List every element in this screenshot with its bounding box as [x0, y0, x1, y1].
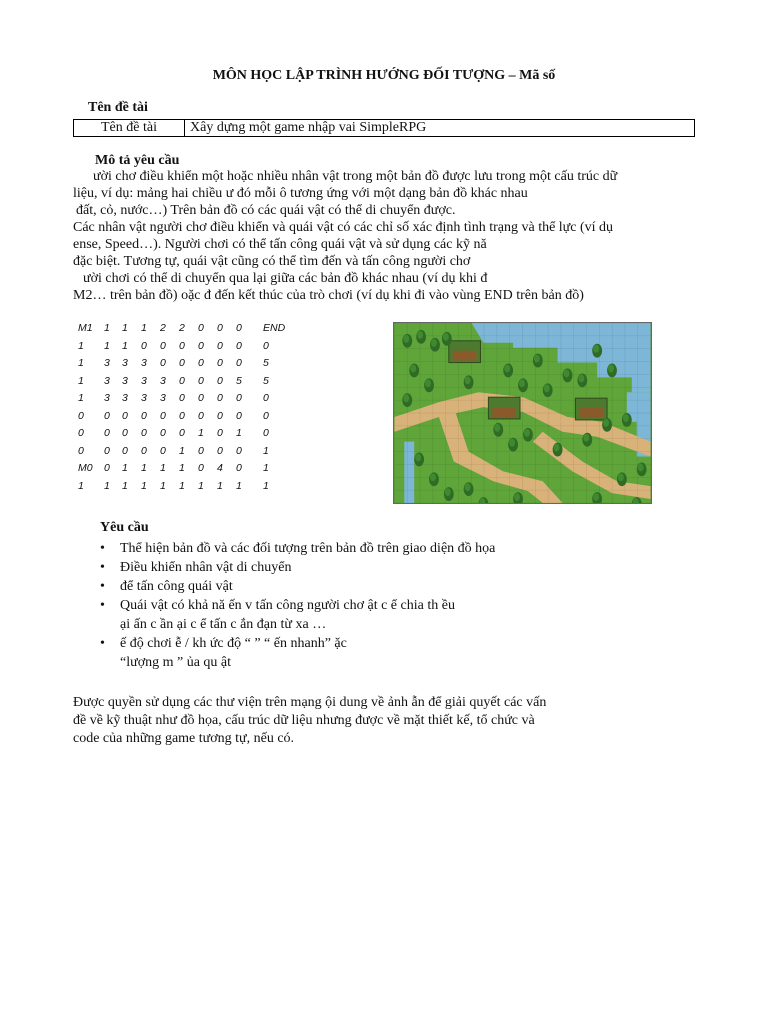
matrix-cell: 0 [217, 322, 223, 334]
matrix-cell: 0 [236, 462, 242, 474]
requirements-heading: Yêu cầu [100, 520, 149, 535]
bullet-icon: • [100, 636, 105, 651]
footer-line: Được quyền sử dụng các thư viện trên mạng ội dung về ảnh ẫn để giải quyết các vấn [73, 695, 547, 710]
footer-line: đề về kỹ thuật như đồ họa, cấu trúc dữ liệu nhưng được về mặt thiết kế, tổ chức và [73, 713, 535, 728]
requirement-item: • Điều khiển nhân vật di chuyển [100, 560, 292, 575]
matrix-cell: 5 [263, 374, 269, 387]
matrix-cell: 0 [179, 392, 185, 404]
matrix-cell: 1 [78, 374, 84, 387]
matrix-cell: 4 [217, 462, 223, 474]
matrix-cell: 1 [141, 322, 147, 334]
matrix-cell: 5 [263, 357, 269, 369]
matrix-cell: 0 [198, 462, 204, 474]
description-line: đặc biệt. Tương tự, quái vật cũng có thể tìm đến và tấn công người chơ [73, 254, 471, 269]
matrix-cell: 0 [104, 427, 110, 439]
matrix-cell: 0 [141, 444, 147, 457]
matrix-cell: 0 [104, 444, 110, 457]
matrix-cell: M1 [78, 322, 93, 334]
matrix-cell: 0 [179, 427, 185, 439]
matrix-cell: 0 [179, 409, 185, 422]
description-line: ười chơi có thể di chuyển qua lại giữa các bản đồ khác nhau (ví dụ khi đ [83, 271, 488, 286]
matrix-cell: 1 [198, 427, 204, 439]
matrix-cell: 0 [141, 409, 147, 422]
matrix-cell: 0 [217, 409, 223, 422]
matrix-cell: 1 [78, 339, 84, 352]
matrix-cell: 0 [236, 339, 242, 352]
matrix-cell: 0 [263, 339, 269, 352]
description-line: ense, Speed…). Người chơi có thể tấn công quái vật và sử dụng các kỹ nă [73, 237, 487, 252]
matrix-cell: 0 [236, 322, 242, 334]
matrix-cell: 0 [217, 444, 223, 457]
matrix-cell: 0 [122, 409, 128, 422]
matrix-cell: 0 [104, 409, 110, 422]
description-line: Các nhân vật người chơ điều khiển và quái vật có các chỉ số xác định tình trạng và thể lực (ví dụ [73, 220, 614, 235]
matrix-cell: 1 [179, 462, 185, 474]
matrix-cell: 0 [179, 357, 185, 369]
matrix-cell: 0 [198, 357, 204, 369]
game-map-image [393, 322, 652, 504]
matrix-cell: 1 [263, 462, 269, 474]
matrix-cell: 0 [236, 409, 242, 422]
matrix-cell: 5 [236, 374, 242, 387]
matrix-cell: 1 [263, 479, 269, 492]
matrix-cell: M0 [78, 462, 93, 474]
matrix-cell: 0 [160, 409, 166, 422]
topic-table [73, 119, 695, 137]
matrix-cell: 0 [217, 357, 223, 369]
matrix-cell: 1 [217, 479, 223, 492]
matrix-cell: 0 [179, 339, 185, 352]
matrix-cell: 0 [198, 322, 204, 334]
matrix-cell: 1 [141, 462, 147, 474]
bullet-icon: • [100, 541, 105, 556]
topic-heading: Tên đề tài [88, 100, 148, 115]
matrix-cell: 2 [160, 322, 166, 334]
matrix-cell: 0 [160, 339, 166, 352]
requirement-item: • để tấn công quái vật [100, 579, 233, 594]
document-title: MÔN HỌC LẬP TRÌNH HƯỚNG ĐỐI TƯỢNG – Mã số [212, 68, 556, 83]
matrix-cell: 0 [217, 339, 223, 352]
matrix-cell: 1 [198, 479, 204, 492]
matrix-cell: 0 [179, 374, 185, 387]
matrix-cell: 3 [141, 374, 147, 387]
matrix-cell: 3 [160, 374, 166, 387]
footer-paragraph [73, 694, 546, 748]
matrix-cell: END [263, 322, 286, 334]
matrix-cell: 1 [160, 462, 166, 474]
requirements-list [100, 539, 495, 672]
matrix-cell: 0 [160, 357, 166, 369]
matrix-cell: 3 [104, 392, 110, 404]
matrix-cell: 0 [263, 409, 269, 422]
matrix-cell: 0 [122, 427, 128, 439]
matrix-cell: 0 [263, 392, 269, 404]
matrix-cell: 0 [198, 444, 204, 457]
description-line: ười chơ điều khiển một hoặc nhiều nhân vật trong một bản đồ được lưu trong một cấu trúc dữ [93, 169, 618, 184]
bullet-icon: • [100, 579, 105, 594]
footer-line: code của những game tương tự, nếu có. [73, 731, 295, 746]
matrix-cell: 1 [236, 479, 242, 492]
matrix-cell: 0 [141, 427, 147, 439]
matrix-cell: 1 [160, 479, 166, 492]
matrix-cell: 0 [141, 339, 147, 352]
matrix-cell: 1 [104, 322, 110, 334]
bullet-icon: • [100, 598, 105, 613]
matrix-cell: 3 [104, 357, 110, 369]
topic-label-cell: Tên đề tài [74, 120, 185, 136]
matrix-cell: 0 [236, 357, 242, 369]
matrix-cell: 1 [104, 339, 110, 352]
topic-value-cell: Xây dựng một game nhập vai SimpleRPG [190, 120, 427, 135]
requirement-item: • Thể hiện bản đồ và các đối tượng trên bản đồ trên giao diện đồ họa [100, 541, 496, 556]
matrix-cell: 1 [122, 462, 128, 474]
matrix-cell: 0 [160, 444, 166, 457]
matrix-cell: 3 [122, 357, 128, 369]
matrix-cell: 0 [263, 427, 269, 439]
matrix-cell: 0 [217, 374, 223, 387]
matrix-cell: 0 [198, 409, 204, 422]
description-body [73, 168, 617, 304]
matrix-cell: 0 [198, 392, 204, 404]
matrix-cell: 0 [78, 427, 84, 439]
requirement-item: • Quái vật có khả nă ến v tấn công người chơ ật c ể chia th ều ại ấn c ần ại c ể tấn c ắn đạn từ xa … [100, 598, 455, 632]
matrix-cell: 0 [217, 427, 223, 439]
description-heading: Mô tả yêu cầu [95, 153, 180, 168]
matrix-cell: 1 [179, 479, 185, 492]
description-line: M2… trên bản đồ) oặc đ đến kết thúc của trò chơi (ví dụ khi đi vào vùng END trên bản đồ) [73, 288, 584, 303]
matrix-cell: 0 [236, 392, 242, 404]
description-line: liệu, ví dụ: mảng hai chiều ư đó mỗi ô tương ứng với một dạng bản đồ khác nhau [73, 186, 528, 201]
bullet-icon: • [100, 560, 105, 575]
matrix-cell: 1 [122, 479, 128, 492]
matrix-cell: 1 [104, 479, 110, 492]
matrix-cell: 1 [78, 357, 84, 369]
matrix-cell: 1 [122, 339, 128, 352]
matrix-cell: 0 [78, 409, 84, 422]
matrix-cell: 0 [104, 462, 110, 474]
matrix-cell: 0 [217, 392, 223, 404]
matrix-cell: 1 [78, 392, 84, 404]
requirement-item: • ế độ chơi ễ / kh ức độ “ ” “ ến nhanh” ặc “lượng m ” ủa qu ật [100, 636, 347, 670]
matrix-cell: 3 [122, 392, 128, 404]
matrix-cell: 1 [236, 427, 242, 439]
matrix-cell: 1 [122, 322, 128, 334]
description-line: đất, cỏ, nước…) Trên bản đồ có các quái vật có thể di chuyển được. [76, 203, 456, 218]
matrix-cell: 1 [141, 479, 147, 492]
matrix-cell: 3 [160, 392, 166, 404]
matrix-cell: 3 [104, 374, 110, 387]
matrix-cell: 1 [263, 444, 269, 457]
matrix-cell: 0 [78, 444, 84, 457]
matrix-cell: 0 [198, 374, 204, 387]
matrix-cell: 0 [160, 427, 166, 439]
matrix-cell: 0 [198, 339, 204, 352]
matrix-cell: 3 [122, 374, 128, 387]
matrix-cell: 3 [141, 392, 147, 404]
matrix-cell: 0 [236, 444, 242, 457]
matrix-cell: 1 [78, 479, 84, 492]
matrix-cell: 3 [141, 357, 147, 369]
matrix-cell: 0 [122, 444, 128, 457]
matrix-cell: 2 [179, 322, 185, 334]
matrix-cell: 1 [179, 444, 185, 457]
